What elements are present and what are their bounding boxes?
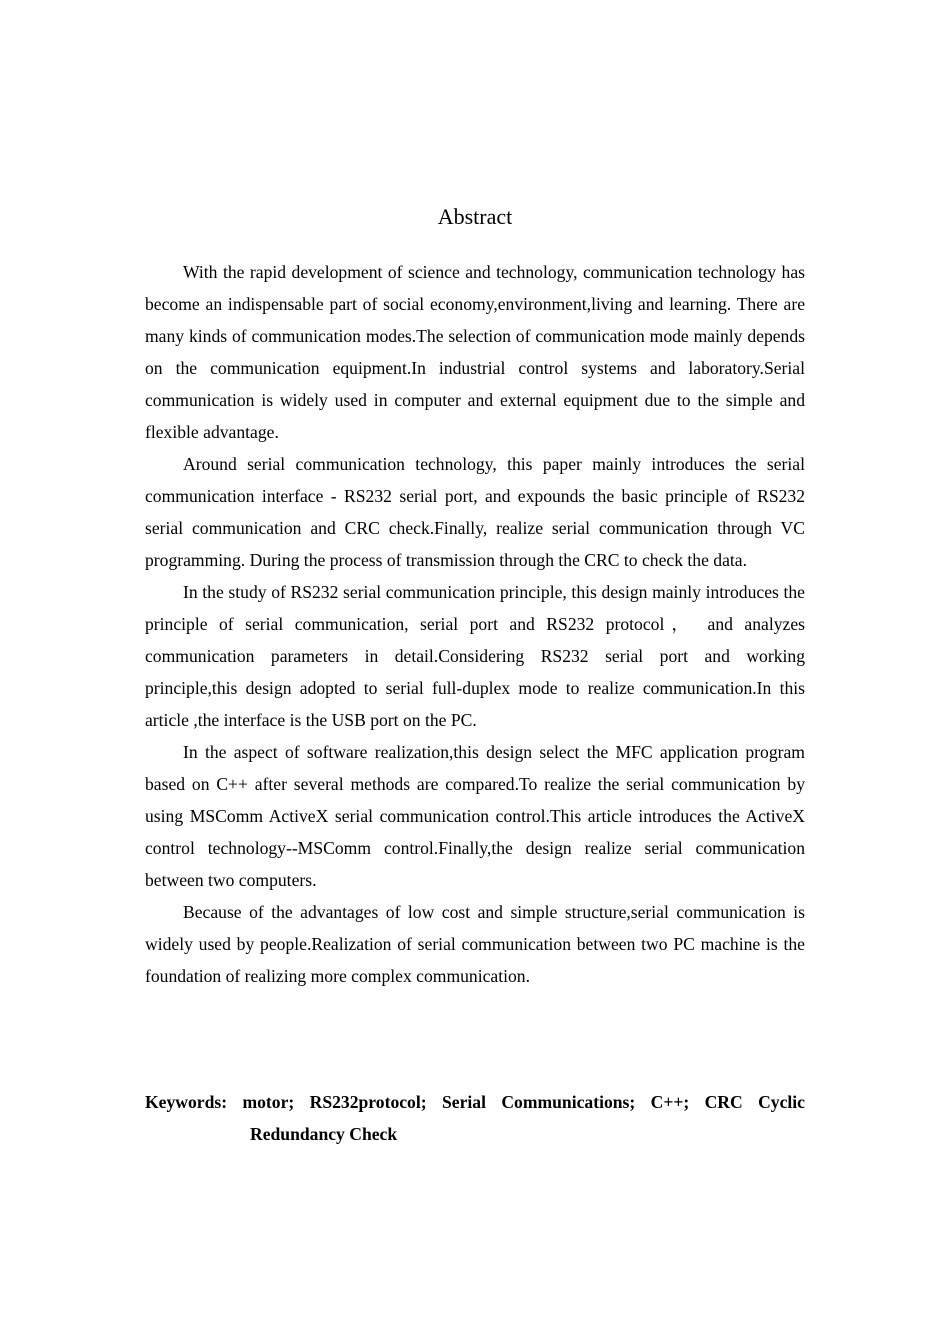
abstract-body <box>145 256 805 992</box>
abstract-title: Abstract <box>437 204 513 229</box>
abstract-paragraph-4: In the aspect of software realization,this design select the MFC application program based on C++ after several methods are compared.To realize the serial communication by using MSComm ActiveX serial communication control.This article introduces the ActiveX control technology--MSComm control.Finally,the design realize serial communication between two computers. <box>145 742 805 890</box>
abstract-paragraph-3: In the study of RS232 serial communication principle, this design mainly introduces the principle of serial communication, serial port and RS232 protocol， and analyzes communication parameters in detail.Considering RS232 serial port and working principle,this design adopted to serial full-duplex mode to realize communication.In this article ,the interface is the USB port on the PC. <box>145 582 805 730</box>
abstract-paragraph-2: Around serial communication technology, this paper mainly introduces the serial communication interface - RS232 serial port, and expounds the basic principle of RS232 serial communication and CRC check.Finally, realize serial communication through VC programming. During the process of transmission through the CRC to check the data. <box>145 454 805 570</box>
keywords-text: motor; RS232protocol; Serial Communications; C++; CRC Cyclic Redundancy Check <box>242 1092 805 1144</box>
abstract-paragraph-5: Because of the advantages of low cost and simple structure,serial communication is widely used by people.Realization of serial communication between two PC machine is the foundation of realizing more complex communication. <box>145 902 805 986</box>
abstract-paragraph-1: With the rapid development of science and technology, communication technology has become an indispensable part of social economy,environment,living and learning. There are many kinds of communication modes.The selection of communication mode mainly depends on the communication equipment.In industrial control systems and laboratory.Serial communication is widely used in computer and external equipment due to the simple and flexible advantage. <box>145 262 805 442</box>
keywords-label: Keywords: <box>145 1092 228 1112</box>
keywords-line <box>145 1086 805 1150</box>
